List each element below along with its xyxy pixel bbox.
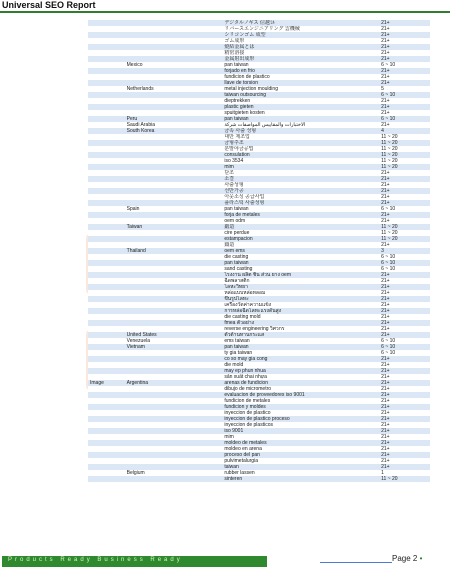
table-cell-c4: 21+ bbox=[379, 326, 430, 332]
table-cell-c4: 21+ bbox=[379, 386, 430, 392]
table-cell-c4: 21+ bbox=[379, 242, 430, 248]
table-cell-c3: 소결 bbox=[222, 176, 379, 182]
table-cell-c4: 11 ~ 20 bbox=[379, 146, 430, 152]
table-cell-c3: pan taiwan bbox=[222, 260, 379, 266]
table-cell-c4: 21+ bbox=[379, 464, 430, 470]
table-cell-c4: 21+ bbox=[379, 170, 430, 176]
table-cell-c3: dibujo de micrometro bbox=[222, 386, 379, 392]
ranking-table bbox=[88, 20, 430, 482]
report-title: Universal SEO Report bbox=[2, 0, 96, 10]
table-cell-c3: arenas de fundicion bbox=[222, 380, 379, 386]
table-cell-c3: 아웃소싱 공급사업 bbox=[222, 194, 379, 200]
table-cell-c3: rubber lassen bbox=[222, 470, 379, 476]
table-cell-c2: Peru bbox=[125, 116, 223, 122]
table-cell-c3: iso 3534 bbox=[222, 158, 379, 164]
page-number-label: Page 2 bbox=[392, 554, 418, 563]
table-cell-c4: 11 ~ 20 bbox=[379, 164, 430, 170]
table-cell-c3: シリコンゴム 成型 bbox=[222, 32, 379, 38]
table-cell-c3: 선반가공 bbox=[222, 188, 379, 194]
table-cell-c2: Belgium bbox=[125, 470, 223, 476]
table-cell-c3: الاختبارات والمقاييس المواصفات شركة bbox=[222, 122, 379, 128]
table-cell-c4: 21+ bbox=[379, 74, 430, 80]
table-cell-c3: fundicion de plastico bbox=[222, 74, 379, 80]
table-cell-c4: 11 ~ 20 bbox=[379, 230, 430, 236]
table-cell-c3: die casting bbox=[222, 254, 379, 260]
table-cell-c2: Argentina bbox=[125, 380, 223, 386]
table-cell-c4: 4 bbox=[379, 128, 430, 134]
table-cell-c3: die mold bbox=[222, 362, 379, 368]
table-cell-c4: 21+ bbox=[379, 452, 430, 458]
table-cell-c3: taiwan bbox=[222, 464, 379, 470]
table-cell-c4: 21+ bbox=[379, 410, 430, 416]
table-cell-c4: 21+ bbox=[379, 374, 430, 380]
table-cell-c4: 21+ bbox=[379, 416, 430, 422]
table-cell-c3: proceso del pan bbox=[222, 452, 379, 458]
table-cell-c4: 21+ bbox=[379, 302, 430, 308]
table-cell-c4: 21+ bbox=[379, 308, 430, 314]
table-cell-c1: Image bbox=[88, 380, 125, 386]
table-cell-c4: 21+ bbox=[379, 80, 430, 86]
table-cell-c4: 21+ bbox=[379, 200, 430, 206]
table-cell-c3: forjado en frio bbox=[222, 68, 379, 74]
table-cell-c4: 21+ bbox=[379, 446, 430, 452]
table-cell-c2: Netherlands bbox=[125, 86, 223, 92]
table-cell-c3: ゴム成形 bbox=[222, 38, 379, 44]
table-cell-c3: co so may gia cong bbox=[222, 356, 379, 362]
table-cell-c4: 21+ bbox=[379, 332, 430, 338]
table-cell-c4: 21+ bbox=[379, 194, 430, 200]
table-cell-c2: Thailand bbox=[125, 248, 223, 254]
table-cell-c3: 사출성형 bbox=[222, 182, 379, 188]
table-cell-c3: pan taiwan bbox=[222, 206, 379, 212]
table-cell-c3: 대만 제조업 bbox=[222, 134, 379, 140]
table-cell-c2: Spain bbox=[125, 206, 223, 212]
table-cell-c2: Vietnam bbox=[125, 344, 223, 350]
table-cell-c3: 분말야금공법 bbox=[222, 146, 379, 152]
table-cell-c3: metal injection moulding bbox=[222, 86, 379, 92]
header-rule bbox=[0, 11, 450, 13]
table-cell-c3: fmea ตัวอย่าง bbox=[222, 320, 379, 326]
table-cell-c4: 21+ bbox=[379, 188, 430, 194]
table-cell-c4: 21+ bbox=[379, 392, 430, 398]
report-header bbox=[0, 0, 450, 13]
table-cell-c4: 6 ~ 10 bbox=[379, 344, 430, 350]
page-footer bbox=[0, 556, 450, 576]
table-cell-c4: 6 ~ 10 bbox=[379, 260, 430, 266]
table-cell-c2 bbox=[125, 476, 223, 482]
table-cell-c4: 21+ bbox=[379, 284, 430, 290]
page-number bbox=[392, 554, 422, 563]
table-cell-c4: 21+ bbox=[379, 368, 430, 374]
table-cell-c3: die casting mold bbox=[222, 314, 379, 320]
ranking-table-body bbox=[88, 20, 430, 482]
table-cell-c3: 焼結金属とは bbox=[222, 44, 379, 50]
table-cell-c3: iso 9001 bbox=[222, 428, 379, 434]
footer-line bbox=[320, 562, 392, 563]
table-cell-c3: sand casting bbox=[222, 266, 379, 272]
table-cell-c3: mim bbox=[222, 434, 379, 440]
table-cell-c3: pan taiwan bbox=[222, 62, 379, 68]
table-cell-c3: may ep phun nhua bbox=[222, 368, 379, 374]
table-cell-c4: 6 ~ 10 bbox=[379, 350, 430, 356]
table-cell-c4: 21+ bbox=[379, 68, 430, 74]
table-cell-c4: 11 ~ 20 bbox=[379, 152, 430, 158]
table-cell-c4: 21+ bbox=[379, 176, 430, 182]
table-cell-c4: 21+ bbox=[379, 320, 430, 326]
table-cell-c1 bbox=[88, 476, 125, 482]
table-cell-c3: inyeccion de plastico proceso bbox=[222, 416, 379, 422]
table-cell-c3: ty gia taiwan bbox=[222, 350, 379, 356]
table-cell-c3: evaluacion de proveedores iso 9001 bbox=[222, 392, 379, 398]
table-cell-c4: 21+ bbox=[379, 26, 430, 32]
table-cell-c4: 21+ bbox=[379, 122, 430, 128]
table-cell-c2: Venezuela bbox=[125, 338, 223, 344]
table-cell-c4: 21+ bbox=[379, 104, 430, 110]
table-cell-c4: 11 ~ 20 bbox=[379, 224, 430, 230]
table-cell-c4: 6 ~ 10 bbox=[379, 92, 430, 98]
table-cell-c3: moldeo en arena bbox=[222, 446, 379, 452]
table-cell-c3: ขึ้นรูปโลหะ bbox=[222, 296, 379, 302]
table-cell-c4: 21+ bbox=[379, 398, 430, 404]
table-cell-c3: โรงงาน ผลิต ชิ้น ส่วน ยาง oem bbox=[222, 272, 379, 278]
table-cell-c3: cire perdue bbox=[222, 230, 379, 236]
table-cell-c4: 21+ bbox=[379, 278, 430, 284]
table-cell-c3: mim bbox=[222, 164, 379, 170]
table-cell-c4: 6 ~ 10 bbox=[379, 62, 430, 68]
table-cell-c3: llave de torsion bbox=[222, 80, 379, 86]
table-cell-c4: 21+ bbox=[379, 362, 430, 368]
table-cell-c4: 6 ~ 10 bbox=[379, 116, 430, 122]
table-cell-c2: Taiwan bbox=[125, 224, 223, 230]
table-cell-c3: ems taiwan bbox=[222, 338, 379, 344]
table-cell-c2: Mexico bbox=[125, 62, 223, 68]
table-cell-c3: plastic gieten bbox=[222, 104, 379, 110]
table-cell-c4: 3 bbox=[379, 248, 430, 254]
table-cell-c4: 21+ bbox=[379, 434, 430, 440]
table-cell-c4: 11 ~ 20 bbox=[379, 134, 430, 140]
table-cell-c3: reverse engineering วิศวกร bbox=[222, 326, 379, 332]
table-cell-c3: consulation bbox=[222, 152, 379, 158]
table-cell-c2: United States bbox=[125, 332, 223, 338]
table-cell-c3: sinteren bbox=[222, 476, 379, 482]
table-cell-c4: 5 bbox=[379, 86, 430, 92]
table-cell-c3: pulvimetalurgia bbox=[222, 458, 379, 464]
page-bullet: • bbox=[419, 554, 423, 563]
table-cell-c4: 21+ bbox=[379, 38, 430, 44]
table-cell-c4: 21+ bbox=[379, 218, 430, 224]
table-cell-c4: 21+ bbox=[379, 290, 430, 296]
table-cell-c4: 21+ bbox=[379, 458, 430, 464]
table-cell-c3: pan taiwan bbox=[222, 116, 379, 122]
table-cell-c3: oem ems bbox=[222, 248, 379, 254]
table-cell-c3: inyeccion de plasticos bbox=[222, 422, 379, 428]
table-cell-c3: 금속 사출 성형 bbox=[222, 128, 379, 134]
table-cell-c4: 21+ bbox=[379, 98, 430, 104]
table-cell-c4: 21+ bbox=[379, 56, 430, 62]
table-cell-c3: taiwan outsourcing bbox=[222, 92, 379, 98]
table-cell-c4: 11 ~ 20 bbox=[379, 140, 430, 146]
table-cell-c4: 21+ bbox=[379, 182, 430, 188]
table-cell-c4: 21+ bbox=[379, 44, 430, 50]
table-cell-c3: fundicion de metales bbox=[222, 398, 379, 404]
table-cell-c3: ฉีดพลาสติก bbox=[222, 278, 379, 284]
table-cell-c3: デジタルノギス 信越ﾐﾙ bbox=[222, 20, 379, 26]
table-cell-c3: 鍛造 bbox=[222, 224, 379, 230]
table-cell-c4: 21+ bbox=[379, 404, 430, 410]
table-cell-c3: spuitgieten kosten bbox=[222, 110, 379, 116]
table-cell-c4: 21+ bbox=[379, 428, 430, 434]
table-cell-c4: 6 ~ 10 bbox=[379, 266, 430, 272]
table-cell-c3: 精密溶接 bbox=[222, 50, 379, 56]
table-cell-c4: 6 ~ 10 bbox=[379, 338, 430, 344]
table-cell-c2: Saudi Arabia bbox=[125, 122, 223, 128]
table-cell-c4: 21+ bbox=[379, 422, 430, 428]
table-cell-c3: fundicion y moldes bbox=[222, 404, 379, 410]
table-cell-c4: 6 ~ 10 bbox=[379, 254, 430, 260]
table-cell-c3: リバースエンジニアリング 雲機械 bbox=[222, 26, 379, 32]
table-cell-c4: 21+ bbox=[379, 212, 430, 218]
table-cell-c4: 11 ~ 20 bbox=[379, 476, 430, 482]
table-cell-c3: เครื่องวัดค่าความแข็ง bbox=[222, 302, 379, 308]
footer-band bbox=[2, 556, 267, 567]
footer-tagline: Products Ready Business Ready bbox=[8, 557, 183, 563]
table-cell-c3: inyeccion de plastico bbox=[222, 410, 379, 416]
table-cell-c3: moldeo de metales bbox=[222, 440, 379, 446]
table-cell-c3: dieptrekken bbox=[222, 98, 379, 104]
table-cell-c3: 금형주조 bbox=[222, 140, 379, 146]
table-cell-c4: 21+ bbox=[379, 50, 430, 56]
table-cell-c3: 플라스틱 사출성형 bbox=[222, 200, 379, 206]
table-cell-c4: 11 ~ 20 bbox=[379, 158, 430, 164]
table-cell-c4: 6 ~ 10 bbox=[379, 206, 430, 212]
table-cell-c4: 21+ bbox=[379, 296, 430, 302]
table-cell-c3: sản xuất chai nhựa bbox=[222, 374, 379, 380]
table-cell-c3: 단조 bbox=[222, 170, 379, 176]
table-cell-c3: pan taiwan bbox=[222, 344, 379, 350]
table-cell-c4: 21+ bbox=[379, 32, 430, 38]
table-cell-c3: โลหะวิทยา bbox=[222, 284, 379, 290]
table-cell-c3: 鑄造 bbox=[222, 242, 379, 248]
table-cell-c3: การหล่อฉีดโลหะแรงดันสูง bbox=[222, 308, 379, 314]
table-cell-c2: South Korea bbox=[125, 128, 223, 134]
table-cell-c3: ตัวต้านทานกระแส bbox=[222, 332, 379, 338]
table-cell-c4: 1 bbox=[379, 470, 430, 476]
table-cell-c4: 21+ bbox=[379, 314, 430, 320]
table-row bbox=[88, 476, 430, 482]
table-cell-c3: 金属射出成形 bbox=[222, 56, 379, 62]
table-cell-c4: 21+ bbox=[379, 20, 430, 26]
table-cell-c3: estampacion bbox=[222, 236, 379, 242]
table-cell-c3: forja de metales bbox=[222, 212, 379, 218]
table-cell-c4: 21+ bbox=[379, 380, 430, 386]
table-cell-c4: 21+ bbox=[379, 440, 430, 446]
table-cell-c4: 21+ bbox=[379, 110, 430, 116]
table-cell-c4: 21+ bbox=[379, 356, 430, 362]
table-cell-c3: oem odm bbox=[222, 218, 379, 224]
table-cell-c3: หล่อแบบหล่อหลอม bbox=[222, 290, 379, 296]
table-cell-c4: 11 ~ 20 bbox=[379, 236, 430, 242]
table-cell-c4: 21+ bbox=[379, 272, 430, 278]
